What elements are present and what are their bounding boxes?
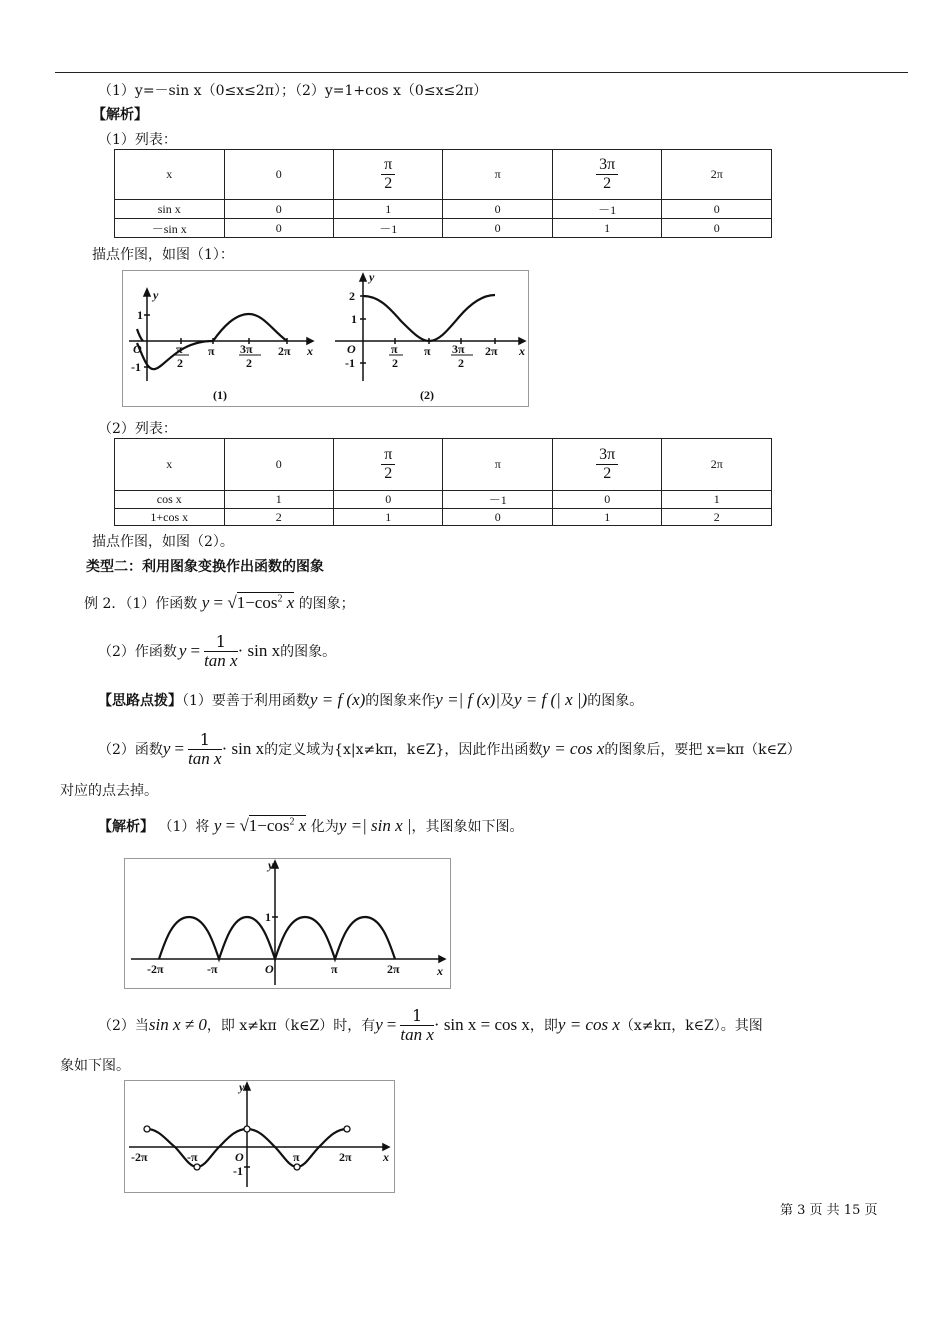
hole-marker bbox=[344, 1126, 350, 1132]
x-label: x bbox=[519, 344, 525, 358]
header-rule bbox=[55, 72, 908, 73]
tick-label: 2 bbox=[177, 356, 183, 370]
table-cell: π bbox=[443, 150, 552, 200]
tick-label: 2 bbox=[392, 356, 398, 370]
part2-line-1: （2）当 sin x ≠ 0 ，即 x≠kπ（k∈Z）时，有 y = $\frac{1}{\text{tan x}}$ · sin x = cos x ，即 y = cos x （x≠kπ，k∈Z）。其图 bbox=[98, 1005, 763, 1044]
table-2-header-row bbox=[115, 439, 772, 491]
neg-sin-curve-start bbox=[137, 329, 143, 341]
figure-1 bbox=[122, 270, 529, 407]
arrow-icon bbox=[244, 1083, 250, 1090]
table-cell: 1 bbox=[333, 200, 443, 219]
table-cell-frac: $\frac{\pi}{2}$ bbox=[334, 439, 443, 491]
tick-label: 3π bbox=[452, 342, 465, 356]
table-cell: 1 bbox=[224, 491, 333, 509]
caption-1: (1) bbox=[213, 388, 227, 402]
table-cell: 0 bbox=[334, 491, 443, 509]
table-cell: －1 bbox=[552, 200, 662, 219]
tick-label: 1 bbox=[351, 312, 357, 326]
hint-line-2: （2）函数 y = $\frac{1}{\text{tan x}}$ · sin x 的定义域为{x|x≠kπ，k∈Z}，因此作出函数 y = cos x 的图象后，要把 x=kπ（k∈Z） bbox=[98, 729, 801, 768]
y-label: y bbox=[268, 859, 274, 872]
tick-label: -π bbox=[207, 962, 218, 976]
tick-label: 2 bbox=[349, 289, 355, 303]
hint-line-1: 【思路点拨】（1）要善于利用函数y = f (x)的图象来作y =| f (x)|及y = f (| x |)的图象。 bbox=[98, 690, 644, 709]
tick-label: 2 bbox=[458, 356, 464, 370]
table-cell: cos x bbox=[115, 491, 225, 509]
table-cell: 1 bbox=[334, 509, 443, 526]
figure-3-svg bbox=[125, 1081, 394, 1192]
tick-label: π bbox=[331, 962, 338, 976]
tick-label: π bbox=[293, 1150, 300, 1164]
origin-label: O bbox=[235, 1150, 244, 1164]
tick-label: 3π bbox=[240, 342, 253, 356]
table-cell: 0 bbox=[224, 200, 333, 219]
table-cell: 2π bbox=[662, 439, 772, 491]
solution-line: 【解析】 （1）将 $y = √1-\cos^2$ x 化为y =| sin x |，其图象如下图。 bbox=[98, 816, 524, 835]
tick-label: π bbox=[391, 342, 398, 356]
problem-line: （1）y=－sin x（0≤x≤2π）；（2）y=1+cos x（0≤x≤2π） bbox=[98, 83, 488, 99]
table-cell: x bbox=[115, 439, 225, 491]
table-cell: 0 bbox=[224, 219, 333, 238]
plot-text-2: 描点作图，如图（2）。 bbox=[92, 534, 234, 550]
part2-line-2: 象如下图。 bbox=[60, 1058, 130, 1074]
arrow-icon bbox=[360, 274, 366, 281]
tick-label: π bbox=[208, 344, 215, 358]
table-cell: －sin x bbox=[115, 219, 225, 238]
tick-label: 2π bbox=[339, 1150, 352, 1164]
table-cell: x bbox=[115, 150, 225, 200]
example-2-line-1: 例 2．（1）作函数 $y = √1-\cos^2$ x 的图象； bbox=[84, 593, 355, 612]
tick-label: π bbox=[176, 342, 183, 356]
tick-label: -1 bbox=[345, 356, 355, 370]
hole-marker bbox=[244, 1126, 250, 1132]
table-cell: 1 bbox=[662, 491, 772, 509]
table-cell: 0 bbox=[552, 491, 662, 509]
tick-label: -2π bbox=[147, 962, 164, 976]
table-cell: 2 bbox=[662, 509, 772, 526]
page-footer: 第 3 页 共 15 页 bbox=[780, 1203, 878, 1218]
table-row bbox=[115, 491, 772, 509]
list1-label: （1）列表： bbox=[98, 132, 177, 148]
table-cell: 0 bbox=[662, 219, 772, 238]
one-plus-cos-curve bbox=[363, 295, 495, 341]
origin-label: O bbox=[265, 962, 274, 976]
origin-label: O bbox=[347, 342, 356, 356]
tick-label: 2 bbox=[246, 356, 252, 370]
table-cell-frac: $\frac{3\pi}{2}$ bbox=[552, 439, 662, 491]
table-cell: 2 bbox=[224, 509, 333, 526]
table-cell: 0 bbox=[443, 200, 552, 219]
table-cell: 0 bbox=[443, 509, 552, 526]
arrow-icon bbox=[439, 956, 445, 962]
figure-2 bbox=[124, 858, 451, 989]
tick-label: 1 bbox=[265, 910, 271, 924]
origin-label: O bbox=[133, 342, 142, 356]
tick-label: -1 bbox=[233, 1164, 243, 1178]
hole-marker bbox=[194, 1164, 200, 1170]
tick-label: -2π bbox=[131, 1150, 148, 1164]
y-label: y bbox=[369, 271, 375, 284]
table-cell: －1 bbox=[333, 219, 443, 238]
table-cell: 0 bbox=[662, 200, 772, 219]
y-label: y bbox=[153, 288, 159, 302]
hint-line-3: 对应的点去掉。 bbox=[60, 783, 158, 799]
tick-label: 1 bbox=[137, 308, 143, 322]
table-cell: 0 bbox=[224, 439, 333, 491]
table-row bbox=[115, 219, 772, 238]
abs-sin-curve bbox=[159, 917, 395, 959]
example-2-line-2: （2）作函数 y = $\frac{1}{\text{tan x}}$ · sin x 的图象。 bbox=[98, 631, 337, 670]
x-label: x bbox=[437, 964, 443, 978]
x-label: x bbox=[307, 344, 313, 358]
list2-label: （2）列表： bbox=[98, 421, 177, 437]
table-cell: 1 bbox=[552, 509, 662, 526]
hole-marker bbox=[294, 1164, 300, 1170]
table-cell: 1+cos x bbox=[115, 509, 225, 526]
table-1 bbox=[114, 149, 772, 238]
table-cell: 1 bbox=[552, 219, 662, 238]
figure-3 bbox=[124, 1080, 395, 1193]
table-cell: 2π bbox=[662, 150, 772, 200]
tick-label: 2π bbox=[387, 962, 400, 976]
figure-2-svg bbox=[125, 859, 450, 988]
tick-label: -1 bbox=[131, 360, 141, 374]
tick-label: 2π bbox=[485, 344, 498, 358]
x-label: x bbox=[383, 1150, 389, 1164]
table-cell: 0 bbox=[224, 150, 333, 200]
table-cell: sin x bbox=[115, 200, 225, 219]
table-cell-frac: $\frac{3\pi}{2}$ bbox=[552, 150, 662, 200]
tick-label: π bbox=[424, 344, 431, 358]
analysis-label: 【解析】 bbox=[92, 107, 148, 123]
arrow-icon bbox=[144, 289, 150, 296]
y-label: y bbox=[239, 1081, 245, 1094]
table-cell: 0 bbox=[443, 219, 552, 238]
table-row bbox=[115, 509, 772, 526]
tick-label: -π bbox=[187, 1150, 198, 1164]
hole-marker bbox=[144, 1126, 150, 1132]
tick-label: 2π bbox=[278, 344, 291, 358]
table-cell: －1 bbox=[443, 491, 552, 509]
table-cell-frac: $\frac{\pi}{2}$ bbox=[333, 150, 443, 200]
caption-2: (2) bbox=[420, 388, 434, 402]
table-1-header-row bbox=[115, 150, 772, 200]
table-row bbox=[115, 200, 772, 219]
figure-1-svg bbox=[123, 271, 528, 406]
section-heading: 类型二：利用图象变换作出函数的图象 bbox=[86, 559, 324, 575]
table-cell: π bbox=[443, 439, 552, 491]
table-2 bbox=[114, 438, 772, 526]
plot-text-1: 描点作图，如图（1）： bbox=[92, 247, 234, 263]
